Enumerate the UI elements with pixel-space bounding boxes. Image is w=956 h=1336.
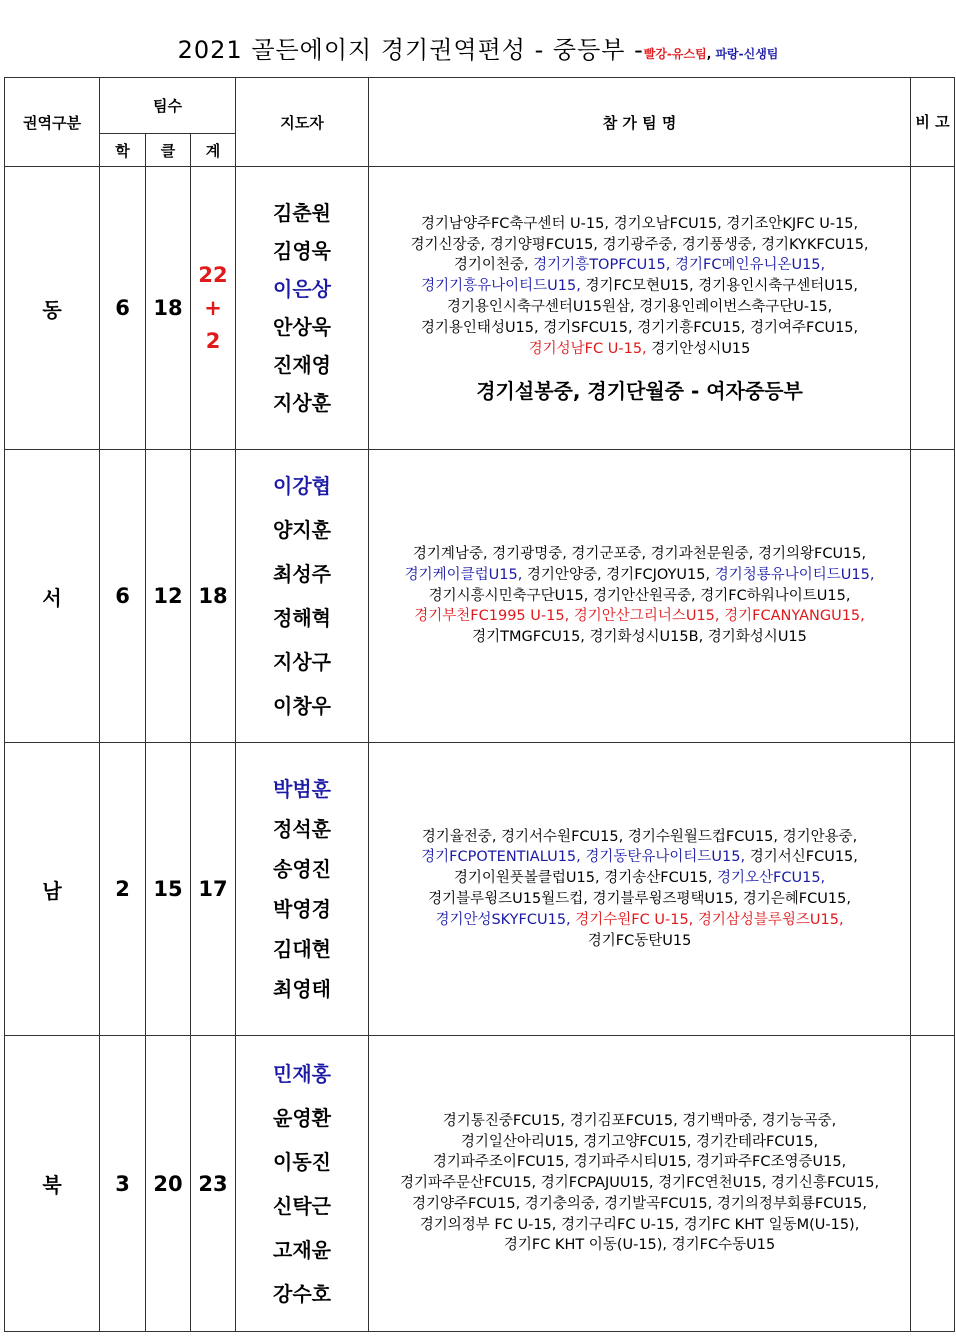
team-line xyxy=(375,868,904,889)
legend-red: 빨강-유스팀 xyxy=(643,47,707,61)
coach-name: 윤영환 xyxy=(273,1105,332,1130)
team-line xyxy=(375,1111,904,1132)
team-segment: 경기케이클럽U15, xyxy=(404,566,523,583)
coach-list xyxy=(236,450,369,743)
team-segment: 경기안성SKYFCU15, xyxy=(435,911,571,928)
table-row xyxy=(5,450,955,743)
coach-name: 민재홍 xyxy=(273,1061,332,1086)
team-list xyxy=(369,450,911,743)
team-line xyxy=(375,1152,904,1173)
header-region: 권역구분 xyxy=(5,78,100,167)
total-count: 23 xyxy=(191,1036,236,1332)
team-line xyxy=(375,1173,904,1194)
header-coach: 지도자 xyxy=(236,78,369,167)
coach-name: 이동진 xyxy=(273,1149,332,1174)
note-cell xyxy=(911,167,955,450)
school-count: 2 xyxy=(100,743,146,1036)
team-segment: 경기통진중FCU15, 경기김포FCU15, 경기백마중, 경기능곡중, xyxy=(442,1112,837,1129)
header-team-count: 팀수 xyxy=(100,78,236,134)
coach-name: 최영태 xyxy=(273,977,332,1001)
coach-name: 박영경 xyxy=(273,897,332,921)
coach-name: 정해혁 xyxy=(273,606,332,630)
team-line xyxy=(375,931,904,952)
team-segment: 경기용인태성U15, 경기SFCU15, 경기기흥FCU15, 경기여주FCU15, xyxy=(420,319,859,336)
team-line xyxy=(375,339,904,360)
total-count xyxy=(191,167,236,450)
coach-name: 김대현 xyxy=(273,937,332,961)
coach-name: 박범훈 xyxy=(273,777,332,801)
team-segment: 경기일산아리U15, 경기고양FCU15, 경기칸테라FCU15, xyxy=(460,1133,819,1150)
coach-name: 고재윤 xyxy=(273,1237,332,1262)
team-segment: 경기율전중, 경기서수원FCU15, 경기수원월드컵FCU15, 경기안용중, xyxy=(421,828,858,845)
team-segment: 경기FC동탄U15 xyxy=(587,932,692,949)
team-segment: 경기오산FCU15, xyxy=(717,870,826,887)
team-line xyxy=(375,910,904,931)
team-line xyxy=(375,276,904,297)
team-segment: 경기안양중, 경기FCJOYU15, xyxy=(522,566,715,583)
note-cell xyxy=(911,743,955,1036)
coach-name: 이창우 xyxy=(273,694,332,718)
school-count: 6 xyxy=(100,450,146,743)
team-line xyxy=(375,1215,904,1236)
team-line xyxy=(375,827,904,848)
team-segment: 경기신장중, 경기양평FCU15, 경기광주중, 경기풍생중, 경기KYKFCU15, xyxy=(410,236,869,253)
team-segment: 경기블루윙즈U15월드컵, 경기블루윙즈평택U15, 경기은혜FCU15, xyxy=(428,891,851,907)
team-segment: 경기용인시축구센터U15원삼, 경기용인레이번스축구단U-15, xyxy=(446,299,833,315)
coach-name: 안상욱 xyxy=(273,315,332,339)
total-count: 17 xyxy=(191,743,236,1036)
region-cell: 남 xyxy=(5,743,100,1036)
team-list xyxy=(369,167,911,450)
team-line xyxy=(375,586,904,607)
team-segment: 경기파주조이FCU15, 경기파주시티U15, 경기파주FC조영증U15, xyxy=(432,1154,847,1171)
note-cell xyxy=(911,450,955,743)
table-row xyxy=(5,1036,955,1332)
team-segment: 경기파주문산FCU15, 경기FCPAJUU15, 경기FC연천U15, 경기신흥FCU15, xyxy=(399,1175,880,1192)
coach-name: 최성주 xyxy=(273,562,332,586)
team-segment: 경기TMGFCU15, 경기화성시U15B, 경기화성시U15 xyxy=(472,629,807,646)
legend-blue: 파랑-신생팀 xyxy=(715,47,779,61)
team-segment: 경기이원풋볼클럽U15, 경기송산FCU15, xyxy=(453,870,717,887)
header-school: 학 xyxy=(100,134,146,167)
coach-name: 강수호 xyxy=(273,1281,332,1306)
grouping-table xyxy=(4,77,955,1332)
team-segment: 경기남양주FC축구센터 U-15, 경기오남FCU15, 경기조안KJFC U-15, xyxy=(420,215,859,232)
total-part: 2 xyxy=(205,328,221,353)
team-segment: 경기청룡유나이티드U15, xyxy=(714,566,875,583)
coach-name: 진재영 xyxy=(273,353,332,377)
coach-name: 김춘원 xyxy=(273,201,332,225)
header-teams: 참 가 팀 명 xyxy=(369,78,911,167)
team-segment: 경기성남FC U-15, xyxy=(528,340,647,357)
team-segment: 경기서신FCU15, xyxy=(745,849,858,866)
note-cell xyxy=(911,1036,955,1332)
team-line xyxy=(375,889,904,910)
coach-name: 정석훈 xyxy=(273,817,332,841)
club-count: 18 xyxy=(146,167,191,450)
club-count: 20 xyxy=(146,1036,191,1332)
title-text: 2021 골든에이지 경기권역편성 - 중등부 - xyxy=(177,36,644,64)
team-segment: 경기의정부 FC U-15, 경기구리FC U-15, 경기FC KHT 일동M(U-15), xyxy=(419,1216,860,1233)
special-note: 경기설봉중, 경기단월중 - 여자중등부 xyxy=(476,379,803,404)
region-cell: 북 xyxy=(5,1036,100,1332)
team-line xyxy=(375,544,904,565)
team-line xyxy=(375,1132,904,1153)
coach-name: 지상구 xyxy=(273,650,332,674)
coach-name: 양지훈 xyxy=(273,518,332,542)
team-line xyxy=(375,847,904,868)
legend-separator: , xyxy=(706,47,712,61)
coach-name: 이은상 xyxy=(273,277,332,301)
team-line xyxy=(375,606,904,627)
header-note xyxy=(911,78,955,167)
coach-list xyxy=(236,1036,369,1332)
team-segment: 경기FCPOTENTIALU15, 경기동탄유나이티드U15, xyxy=(421,849,746,866)
team-line xyxy=(375,1235,904,1256)
team-segment: 경기부천FC1995 U-15, 경기안산그리너스U15, 경기FCANYANGU15, xyxy=(414,608,865,625)
page-title xyxy=(0,30,956,65)
team-segment: 경기안성시U15 xyxy=(646,340,751,357)
header-note-text: 비 고 xyxy=(915,113,950,131)
team-line xyxy=(375,318,904,339)
team-segment: 경기계남중, 경기광명중, 경기군포중, 경기과천문원중, 경기의왕FCU15, xyxy=(412,546,867,562)
coach-list xyxy=(236,743,369,1036)
team-line xyxy=(375,214,904,235)
table-row xyxy=(5,743,955,1036)
team-segment: 경기FC모현U15, 경기용인시축구센터U15, xyxy=(580,278,858,295)
team-segment: 경기수원FC U-15, 경기삼성블루윙즈U15, xyxy=(570,911,844,928)
coach-name: 지상훈 xyxy=(273,391,332,415)
team-line xyxy=(375,565,904,586)
team-list xyxy=(369,743,911,1036)
team-segment: 경기FC KHT 이동(U-15), 경기FC수동U15 xyxy=(503,1237,776,1254)
team-segment: 경기기흥TOPFCU15, 경기FC메인유니온U15, xyxy=(533,257,826,274)
coach-list xyxy=(236,167,369,450)
table-row xyxy=(5,167,955,450)
team-segment: 경기기흥유나이티드U15, xyxy=(421,278,581,295)
school-count: 6 xyxy=(100,167,146,450)
coach-name: 신탁근 xyxy=(273,1193,332,1218)
team-line xyxy=(375,1194,904,1215)
club-count: 12 xyxy=(146,450,191,743)
header-total: 계 xyxy=(191,134,236,167)
region-cell: 동 xyxy=(5,167,100,450)
team-line xyxy=(375,297,904,318)
team-segment: 경기시흥시민축구단U15, 경기안산원곡중, 경기FC하워나이트U15, xyxy=(428,587,851,604)
header-club: 클 xyxy=(146,134,191,167)
team-segment: 경기이천중, xyxy=(453,257,534,274)
team-line xyxy=(375,627,904,648)
coach-name: 송영진 xyxy=(273,857,332,881)
total-count: 18 xyxy=(191,450,236,743)
team-line xyxy=(375,255,904,276)
total-part: 22 xyxy=(198,262,228,287)
coach-name: 이강협 xyxy=(273,474,332,498)
coach-name: 김영욱 xyxy=(273,239,332,263)
team-line xyxy=(375,235,904,256)
school-count: 3 xyxy=(100,1036,146,1332)
team-list xyxy=(369,1036,911,1332)
club-count: 15 xyxy=(146,743,191,1036)
region-cell: 서 xyxy=(5,450,100,743)
total-part: + xyxy=(204,295,222,320)
team-segment: 경기양주FCU15, 경기충의중, 경기발곡FCU15, 경기의정부회룡FCU15, xyxy=(412,1195,868,1212)
